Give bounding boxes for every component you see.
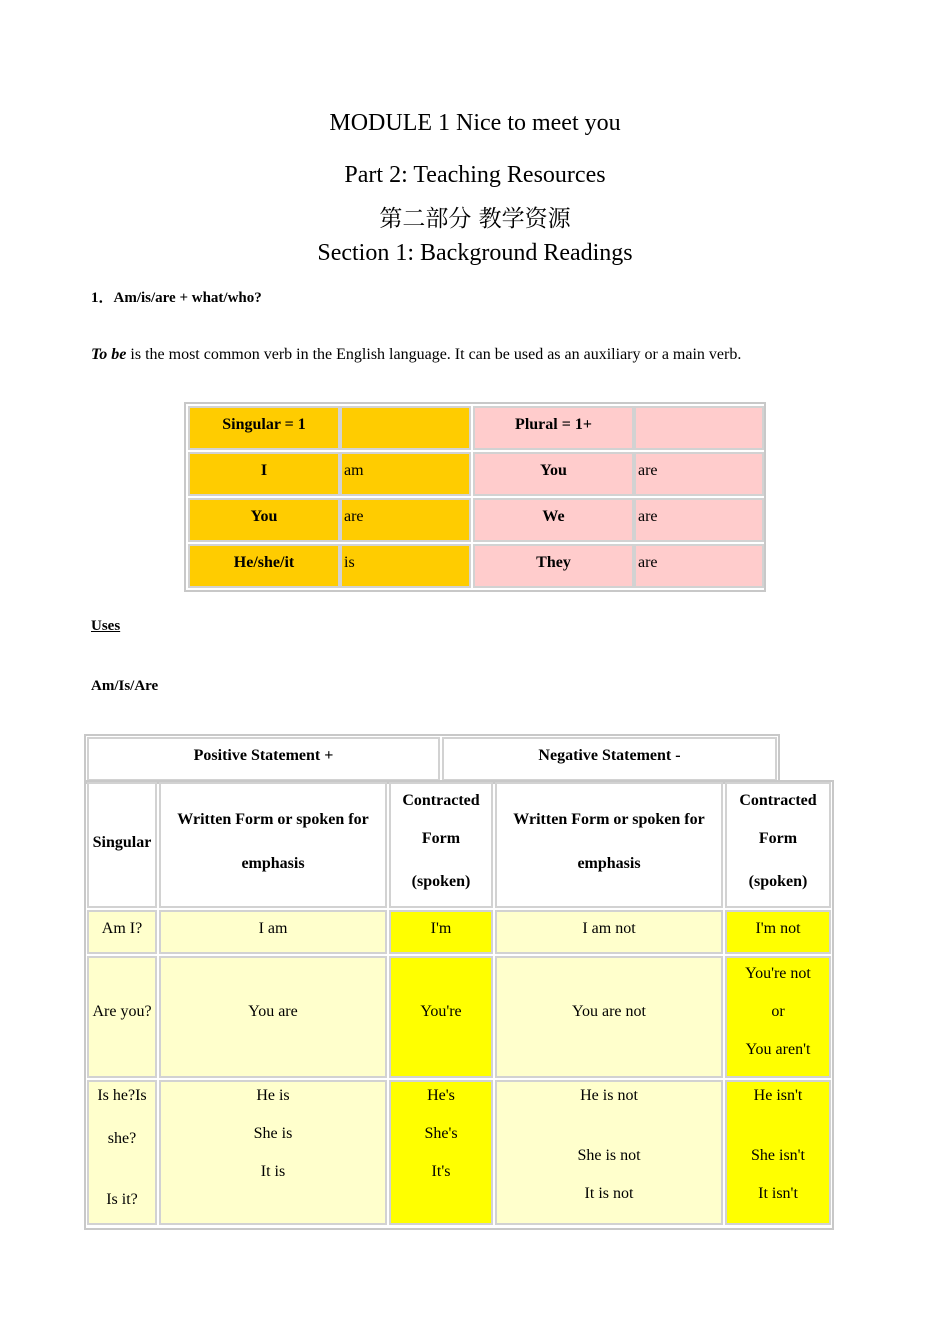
to-be-table — [184, 402, 766, 592]
part-title-chinese: 第二部分 教学资源 — [379, 206, 571, 232]
section-title: Section 1: Background Readings — [317, 240, 633, 266]
contracted-form-header: Contracted Form (spoken) — [725, 782, 831, 908]
singular-pronoun: He/she/it — [188, 544, 340, 588]
negative-contracted-cell: You're not or You aren't — [725, 956, 831, 1078]
part-title: Part 2: Teaching Resources — [344, 162, 606, 188]
intro-rest: is the most common verb in the English language. It can be used as an auxiliary or a main verb. — [126, 346, 742, 363]
question-cell: Is he?Is she? Is it? — [87, 1080, 157, 1225]
item-1-heading: 1．Am/is/are + what/who? — [91, 290, 262, 306]
singular-header: Singular = 1 — [188, 406, 340, 450]
negative-written-cell: You are not — [495, 956, 723, 1078]
plural-verb: are — [634, 498, 764, 542]
plural-verb: are — [634, 544, 764, 588]
contracted-form-header: Contracted Form (spoken) — [389, 782, 493, 908]
negative-statement-header: Negative Statement - — [442, 737, 777, 781]
singular-pronoun: I — [188, 452, 340, 496]
positive-contracted-cell: You're — [389, 956, 493, 1078]
am-is-are-heading: Am/Is/Are — [91, 678, 159, 694]
singular-header-blank — [340, 406, 471, 450]
plural-pronoun: You — [473, 452, 634, 496]
module-title: MODULE 1 Nice to meet you — [329, 110, 621, 136]
question-cell: Are you? — [87, 956, 157, 1078]
uses-heading: Uses — [91, 618, 121, 634]
written-form-header: Written Form or spoken for emphasis — [495, 782, 723, 908]
singular-verb: am — [340, 452, 471, 496]
plural-pronoun: They — [473, 544, 634, 588]
negative-written-cell: I am not — [495, 910, 723, 954]
singular-verb: is — [340, 544, 471, 588]
positive-written-cell: He is She is It is — [159, 1080, 387, 1225]
singular-pronoun: You — [188, 498, 340, 542]
positive-written-cell: I am — [159, 910, 387, 954]
singular-verb: are — [340, 498, 471, 542]
positive-contracted-cell: I'm — [389, 910, 493, 954]
intro-lead: To be — [91, 346, 127, 363]
plural-verb: are — [634, 452, 764, 496]
plural-pronoun: We — [473, 498, 634, 542]
positive-contracted-cell: He's She's It's — [389, 1080, 493, 1225]
question-cell: Am I? — [87, 910, 157, 954]
plural-header: Plural = 1+ — [473, 406, 634, 450]
singular-column-header: Singular — [87, 782, 157, 908]
intro-paragraph — [91, 346, 741, 364]
written-form-header: Written Form or spoken for emphasis — [159, 782, 387, 908]
negative-contracted-cell: He isn't She isn't It isn't — [725, 1080, 831, 1225]
positive-statement-header: Positive Statement + — [87, 737, 440, 781]
positive-written-cell: You are — [159, 956, 387, 1078]
plural-header-blank — [634, 406, 764, 450]
negative-written-cell: He is not She is not It is not — [495, 1080, 723, 1225]
negative-contracted-cell: I'm not — [725, 910, 831, 954]
